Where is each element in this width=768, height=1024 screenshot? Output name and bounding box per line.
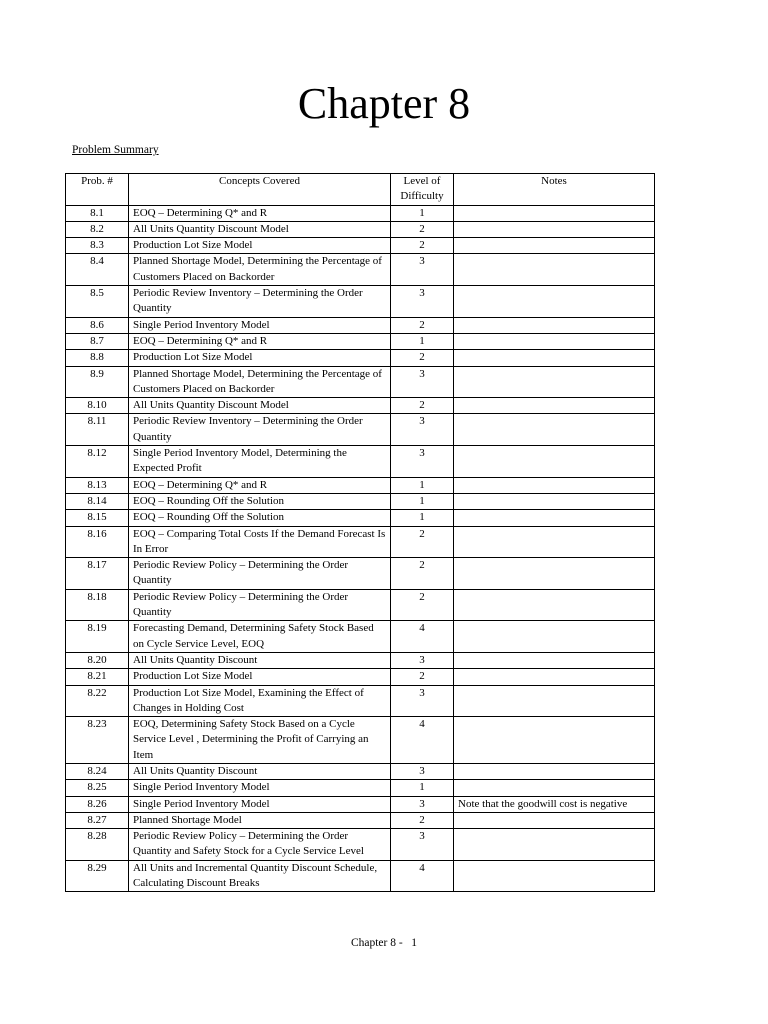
problem-number-cell: 8.24: [66, 763, 129, 779]
concepts-cell: Production Lot Size Model: [129, 669, 391, 685]
table-row: [66, 860, 655, 892]
page-title: Chapter 8: [297, 79, 471, 128]
table-row: [66, 717, 655, 764]
notes-cell: [454, 286, 655, 318]
problem-number-cell: 8.12: [66, 446, 129, 478]
notes-cell: [454, 333, 655, 349]
problem-number-cell: 8.14: [66, 493, 129, 509]
table-row: [66, 796, 655, 812]
concepts-cell: EOQ – Determining Q* and R: [129, 205, 391, 221]
table-row: [66, 317, 655, 333]
difficulty-cell: 3: [391, 763, 454, 779]
notes-cell: [454, 780, 655, 796]
problem-number-cell: 8.6: [66, 317, 129, 333]
difficulty-cell: 4: [391, 717, 454, 764]
table-row: [66, 621, 655, 653]
notes-cell: [454, 477, 655, 493]
notes-cell: [454, 652, 655, 668]
notes-cell: [454, 717, 655, 764]
concepts-cell: Production Lot Size Model: [129, 238, 391, 254]
problem-number-cell: 8.27: [66, 812, 129, 828]
problem-number-cell: 8.4: [66, 254, 129, 286]
problem-number-cell: 8.10: [66, 398, 129, 414]
table-row: [66, 205, 655, 221]
difficulty-cell: 1: [391, 510, 454, 526]
difficulty-cell: 3: [391, 829, 454, 861]
problem-number-cell: 8.21: [66, 669, 129, 685]
problem-number-cell: 8.3: [66, 238, 129, 254]
table-body: [66, 205, 655, 892]
problem-number-cell: 8.7: [66, 333, 129, 349]
header-level-of-difficulty: Level of Difficulty: [391, 174, 454, 206]
notes-cell: [454, 860, 655, 892]
notes-cell: [454, 621, 655, 653]
table-row: [66, 477, 655, 493]
notes-cell: [454, 510, 655, 526]
header-prob-number: Prob. #: [66, 174, 129, 206]
problem-number-cell: 8.2: [66, 221, 129, 237]
table-row: [66, 221, 655, 237]
difficulty-cell: 2: [391, 812, 454, 828]
concepts-cell: Periodic Review Policy – Determining the Order Quantity: [129, 589, 391, 621]
concepts-cell: EOQ – Determining Q* and R: [129, 477, 391, 493]
table-row: [66, 333, 655, 349]
notes-cell: [454, 205, 655, 221]
notes-cell: [454, 526, 655, 558]
notes-cell: [454, 414, 655, 446]
table-row: [66, 652, 655, 668]
notes-cell: [454, 493, 655, 509]
difficulty-cell: 3: [391, 796, 454, 812]
table-row: [66, 589, 655, 621]
notes-cell: [454, 446, 655, 478]
notes-cell: [454, 558, 655, 590]
concepts-cell: All Units Quantity Discount Model: [129, 221, 391, 237]
problem-number-cell: 8.26: [66, 796, 129, 812]
difficulty-cell: 2: [391, 526, 454, 558]
problem-number-cell: 8.22: [66, 685, 129, 717]
header-concepts-covered: Concepts Covered: [129, 174, 391, 206]
concepts-cell: Single Period Inventory Model: [129, 796, 391, 812]
difficulty-cell: 1: [391, 780, 454, 796]
header-notes: Notes: [454, 174, 655, 206]
table-row: [66, 350, 655, 366]
table-row: [66, 763, 655, 779]
concepts-cell: Production Lot Size Model, Examining the Effect of Changes in Holding Cost: [129, 685, 391, 717]
difficulty-cell: 1: [391, 493, 454, 509]
difficulty-cell: 2: [391, 221, 454, 237]
table-row: [66, 669, 655, 685]
table-row: [66, 526, 655, 558]
concepts-cell: All Units Quantity Discount: [129, 652, 391, 668]
table-row: [66, 685, 655, 717]
problem-number-cell: 8.28: [66, 829, 129, 861]
table-row: [66, 286, 655, 318]
problem-number-cell: 8.16: [66, 526, 129, 558]
concepts-cell: Single Period Inventory Model, Determining the Expected Profit: [129, 446, 391, 478]
concepts-cell: EOQ – Rounding Off the Solution: [129, 493, 391, 509]
table-row: [66, 446, 655, 478]
difficulty-cell: 4: [391, 621, 454, 653]
concepts-cell: Planned Shortage Model, Determining the Percentage of Customers Placed on Backorder: [129, 366, 391, 398]
concepts-cell: All Units Quantity Discount: [129, 763, 391, 779]
difficulty-cell: 2: [391, 669, 454, 685]
concepts-cell: Single Period Inventory Model: [129, 317, 391, 333]
difficulty-cell: 2: [391, 398, 454, 414]
notes-cell: [454, 221, 655, 237]
concepts-cell: Periodic Review Policy – Determining the Order Quantity: [129, 558, 391, 590]
table-row: [66, 780, 655, 796]
concepts-cell: All Units and Incremental Quantity Discount Schedule, Calculating Discount Breaks: [129, 860, 391, 892]
difficulty-cell: 2: [391, 317, 454, 333]
page-footer: Chapter 8 - 1: [350, 937, 418, 949]
problem-number-cell: 8.29: [66, 860, 129, 892]
difficulty-cell: 3: [391, 652, 454, 668]
difficulty-cell: 3: [391, 414, 454, 446]
problem-number-cell: 8.17: [66, 558, 129, 590]
notes-cell: [454, 669, 655, 685]
notes-cell: Note that the goodwill cost is negative: [454, 796, 655, 812]
concepts-cell: Forecasting Demand, Determining Safety Stock Based on Cycle Service Level, EOQ: [129, 621, 391, 653]
table-row: [66, 558, 655, 590]
notes-cell: [454, 812, 655, 828]
problem-number-cell: 8.20: [66, 652, 129, 668]
notes-cell: [454, 350, 655, 366]
difficulty-cell: 2: [391, 238, 454, 254]
table-row: [66, 510, 655, 526]
problem-number-cell: 8.19: [66, 621, 129, 653]
problem-number-cell: 8.23: [66, 717, 129, 764]
problem-number-cell: 8.25: [66, 780, 129, 796]
difficulty-cell: 3: [391, 685, 454, 717]
notes-cell: [454, 589, 655, 621]
concepts-cell: Production Lot Size Model: [129, 350, 391, 366]
problem-number-cell: 8.9: [66, 366, 129, 398]
problem-number-cell: 8.13: [66, 477, 129, 493]
difficulty-cell: 3: [391, 366, 454, 398]
concepts-cell: Planned Shortage Model: [129, 812, 391, 828]
table-row: [66, 829, 655, 861]
table-row: [66, 493, 655, 509]
difficulty-cell: 4: [391, 860, 454, 892]
concepts-cell: EOQ – Comparing Total Costs If the Demand Forecast Is In Error: [129, 526, 391, 558]
difficulty-cell: 1: [391, 477, 454, 493]
notes-cell: [454, 685, 655, 717]
notes-cell: [454, 398, 655, 414]
problem-number-cell: 8.15: [66, 510, 129, 526]
notes-cell: [454, 366, 655, 398]
table-row: [66, 366, 655, 398]
concepts-cell: EOQ, Determining Safety Stock Based on a Cycle Service Level , Determining the Profit of Carrying an Item: [129, 717, 391, 764]
table-row: [66, 238, 655, 254]
difficulty-cell: 1: [391, 205, 454, 221]
concepts-cell: Planned Shortage Model, Determining the Percentage of Customers Placed on Backorder: [129, 254, 391, 286]
problem-number-cell: 8.11: [66, 414, 129, 446]
notes-cell: [454, 763, 655, 779]
problem-number-cell: 8.1: [66, 205, 129, 221]
notes-cell: [454, 317, 655, 333]
notes-cell: [454, 238, 655, 254]
problem-number-cell: 8.8: [66, 350, 129, 366]
table-row: [66, 414, 655, 446]
section-label: Problem Summary: [72, 144, 159, 156]
difficulty-cell: 2: [391, 589, 454, 621]
difficulty-cell: 3: [391, 286, 454, 318]
difficulty-cell: 2: [391, 350, 454, 366]
concepts-cell: Periodic Review Inventory – Determining the Order Quantity: [129, 414, 391, 446]
concepts-cell: Periodic Review Policy – Determining the Order Quantity and Safety Stock for a Cycle Service Level: [129, 829, 391, 861]
notes-cell: [454, 829, 655, 861]
concepts-cell: EOQ – Determining Q* and R: [129, 333, 391, 349]
concepts-cell: Single Period Inventory Model: [129, 780, 391, 796]
table-row: [66, 812, 655, 828]
notes-cell: [454, 254, 655, 286]
concepts-cell: Periodic Review Inventory – Determining the Order Quantity: [129, 286, 391, 318]
difficulty-cell: 1: [391, 333, 454, 349]
problem-number-cell: 8.5: [66, 286, 129, 318]
difficulty-cell: 2: [391, 558, 454, 590]
concepts-cell: All Units Quantity Discount Model: [129, 398, 391, 414]
concepts-cell: EOQ – Rounding Off the Solution: [129, 510, 391, 526]
table-row: [66, 254, 655, 286]
table-header-row: [66, 174, 655, 206]
problem-number-cell: 8.18: [66, 589, 129, 621]
problem-summary-table: [65, 173, 655, 892]
table-row: [66, 398, 655, 414]
difficulty-cell: 3: [391, 446, 454, 478]
difficulty-cell: 3: [391, 254, 454, 286]
